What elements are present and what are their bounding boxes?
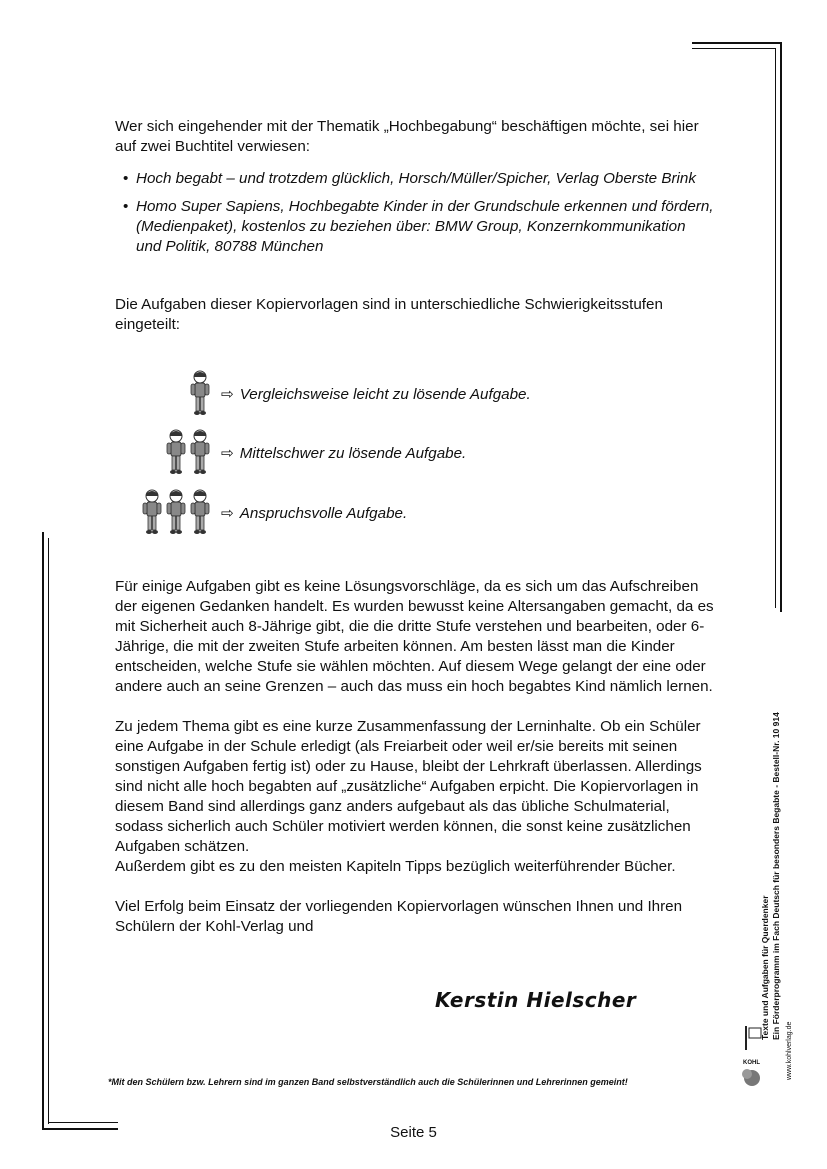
level-easy: [135, 370, 635, 420]
arrow-right-icon: ⇨: [221, 505, 234, 522]
level-description: [221, 385, 531, 403]
level-description: [221, 504, 407, 522]
book-item: [115, 197, 715, 257]
intro-paragraph: Wer sich eingehender mit der Thematik „Hochbegabung“ beschäftigen möchte, sei hier auf zwei Buchtitel verwiesen:: [115, 118, 699, 155]
level-label: Anspruchsvolle Aufgabe.: [239, 505, 408, 522]
book-list: [115, 169, 715, 257]
child-figure-icon: [165, 489, 187, 535]
level-hard: [135, 489, 635, 539]
main-content: [115, 117, 715, 335]
child-figure-icon: [189, 370, 211, 416]
signature: Kerstin Hielscher: [435, 988, 637, 1012]
child-figure-icon: [165, 429, 187, 475]
level-description: [221, 444, 466, 462]
frame-left-outer: [42, 532, 44, 1130]
bullet: •: [123, 198, 129, 215]
paragraph-solutions: Für einige Aufgaben gibt es keine Lösungsvorschläge, da es sich um das Aufschreiben der eigenen Gedanken handelt. Es wurden bewusst keine Altersangaben gemacht, da es mit Sicherheit auch 8-Jährige gibt, die die dritte Stufe verstehen und bearbeiten, oder 6-Jährige, die mit der zweiten Stufe arbeiten können. Am besten lässt man die Kinder entscheiden, welche Stufe sie wählen möchten. Auf diesem Wege gelangt der eine oder andere auch an seine Grenzen – auch das muss ein hoch begabtes Kind nämlich lernen.: [115, 578, 714, 695]
paragraph-summary: Zu jedem Thema gibt es eine kurze Zusammenfassung der Lerninhalte. Ob ein Schüler eine Aufgabe in der Schule erledigt (als Freiarbeit oder weil er/sie bereits mit seinen sonstigen Aufgaben fertig ist) oder zu Hause, bleibt der Lehrkraft überlassen. Allerdings sind nicht alle hoch begabten auf „zusätzliche“ Aufgaben erpicht. Die Kopiervorlagen in diesem Band sind allerdings ganz anders aufgebaut als das übliche Schulmaterial, sodass sicherlich auch Schüler motiviert werden können, die sonst keine zusätzlichen Aufgaben schätzen.: [115, 718, 702, 855]
frame-top-inner: [692, 48, 776, 49]
book-title: Hoch begabt – und trotzdem glücklich, Horsch/Müller/Spicher, Verlag Oberste Brink: [136, 170, 696, 187]
closing-paragraph: Viel Erfolg beim Einsatz der vorliegenden Kopiervorlagen wünschen Ihnen und Ihren Schülern der Kohl-Verlag und: [115, 898, 683, 935]
logo-text: KOHL: [743, 1060, 760, 1066]
frame-top-outer: [692, 42, 782, 44]
sidebar-publisher-info: [760, 610, 782, 1040]
child-figure-icon: [189, 429, 211, 475]
frame-bottom-inner: [48, 1122, 118, 1123]
sidebar-title: Texte und Aufgaben für Querdenker: [760, 895, 770, 1040]
frame-right-inner: [775, 48, 776, 608]
level-label: Vergleichsweise leicht zu lösende Aufgabe.: [239, 386, 531, 403]
child-figure-icon: [189, 489, 211, 535]
frame-right-outer: [780, 42, 782, 612]
book-item: [115, 169, 715, 189]
child-figure-icon: [141, 489, 163, 535]
publisher-url: www.kohlverlag.de: [786, 1021, 793, 1080]
bullet: •: [123, 170, 129, 187]
body-text: [115, 577, 715, 937]
page-number: Seite 5: [390, 1124, 437, 1141]
level-figures: [165, 429, 211, 475]
book-title: Homo Super Sapiens, Hochbegabte Kinder in der Grundschule erkennen und fördern, (Medienpaket), kostenlos zu beziehen über: BMW Group, Konzernkommunikation und Politik, 80788 München: [136, 198, 714, 255]
level-label: Mittelschwer zu lösende Aufgabe.: [239, 445, 467, 462]
footnote: *Mit den Schülern bzw. Lehrern sind im ganzen Band selbstverständlich auch die Schülerinnen und Lehrerinnen gemeint!: [108, 1077, 628, 1087]
publisher-logo-icon: [740, 1022, 768, 1088]
frame-left-inner: [48, 538, 49, 1124]
level-medium: [135, 429, 635, 479]
levels-intro: Die Aufgaben dieser Kopiervorlagen sind in unterschiedliche Schwierigkeitsstufen eingeteilt:: [115, 296, 663, 333]
level-figures: [189, 370, 211, 416]
paragraph-tips: Außerdem gibt es zu den meisten Kapiteln Tipps bezüglich weiterführender Bücher.: [115, 858, 676, 875]
sidebar-subtitle: Ein Förderprogramm im Fach Deutsch für besonders Begabte - Bestell-Nr. 10 914: [771, 712, 781, 1040]
arrow-right-icon: ⇨: [221, 386, 234, 403]
arrow-right-icon: ⇨: [221, 445, 234, 462]
level-figures: [141, 489, 211, 535]
